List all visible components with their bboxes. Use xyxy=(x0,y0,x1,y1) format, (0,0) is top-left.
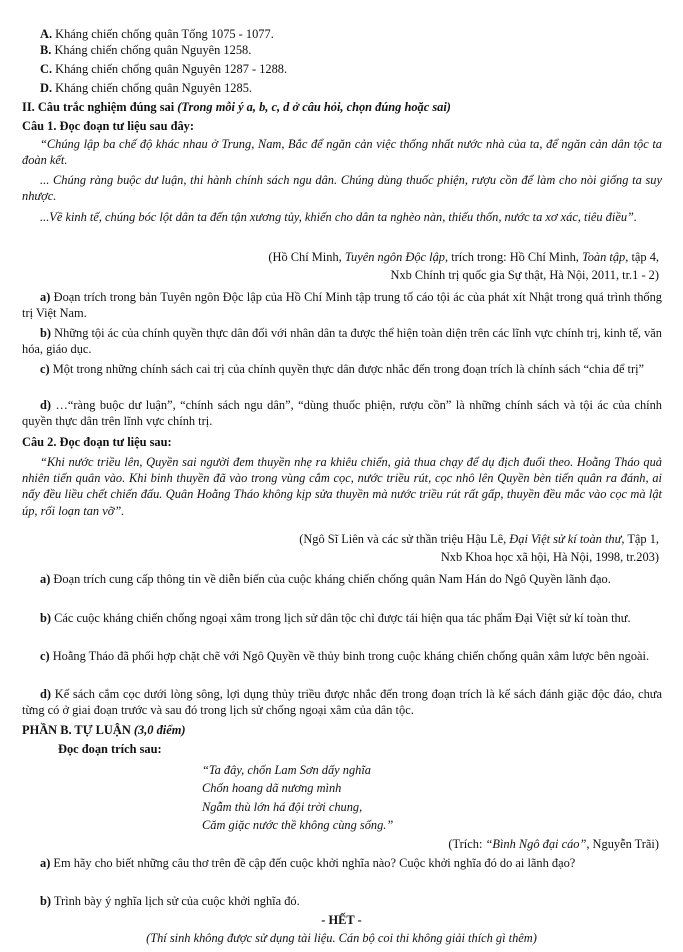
q2-item-b: b) Các cuộc kháng chiến chống ngoại xâm trong lịch sử dân tộc chỉ được tái hiện qua tác phẩm Đại Việt sử kí toàn thư. xyxy=(40,611,631,625)
question-1-title: Câu 1. Đọc đoạn tư liệu sau đây: xyxy=(22,119,194,133)
q1-quote-paragraph-3: ...Về kinh tế, chúng bóc lột dân ta đến tận xương tủy, khiến cho dân ta nghèo nàn, thiếu thốn, nước ta xơ xác, tiêu điều”. xyxy=(40,210,638,224)
footer-note: (Thí sinh không được sử dụng tài liệu. Cán bộ coi thi không giải thích gì thêm) xyxy=(146,931,537,945)
q1-source-line-2: Nxb Chính trị quốc gia Sự thật, Hà Nội, 2011, tr.1 - 2) xyxy=(390,268,659,282)
part-b-item-b: b) Trình bày ý nghĩa lịch sử của cuộc khởi nghĩa đó. xyxy=(40,894,300,908)
end-marker: - HẾT - xyxy=(321,913,362,927)
q2-item-d: d) Kế sách cắm cọc dưới lòng sông, lợi dụng thủy triều được nhắc đến trong đoạn trích là kế sách đánh giặc độc đáo, chưa từng có ở giai đoạn trước và sau đó trong lịch sử chống ngoại xâm của dân tộc. xyxy=(22,687,662,718)
part-b-intro: Đọc đoạn trích sau: xyxy=(58,742,162,756)
poem-source: (Trích: “Bình Ngô đại cáo”, Nguyễn Trãi) xyxy=(448,837,659,851)
q1-quote-paragraph-1: “Chúng lập ba chế độ khác nhau ở Trung, Nam, Bắc để ngăn cản việc thống nhất nước nhà của ta, để ngăn cản dân tộc ta đoàn kết. xyxy=(22,137,662,168)
option-a: A. Kháng chiến chống quân Tống 1075 - 1077. xyxy=(40,27,274,41)
q2-source-line-1: (Ngô Sĩ Liên và các sử thần triệu Hậu Lê, Đại Việt sử kí toàn thư, Tập 1, xyxy=(299,532,659,546)
section-2-heading: II. Câu trắc nghiệm đúng sai (Trong mỗi ý a, b, c, d ở câu hỏi, chọn đúng hoặc sai) xyxy=(22,100,451,114)
q2-source-line-2: Nxb Khoa học xã hội, Hà Nội, 1998, tr.203) xyxy=(440,550,659,564)
q2-quote: “Khi nước triều lên, Quyền sai người đem thuyền nhẹ ra khiêu chiến, giả thua chạy để dụ địch đuổi theo. Hoằng Tháo quả nhiên tiến quân vào. Khi binh thuyền đã vào trong vùng cắm cọc, nước triều rút, cọc nhô lên Quyền bèn tiến quân ra đánh, ai nấy đều liều chết chiến đấu. Quân Hoằng Tháo không kịp sửa thuyền mà nước triều rút rất gấp, thuyền đều mắc vào cọc mà lật úp, rối loạn tan vỡ”. xyxy=(22,455,662,518)
option-c: C. Kháng chiến chống quân Nguyên 1287 - 1288. xyxy=(40,62,288,76)
q1-item-d: d) …“ràng buộc dư luận”, “chính sách ngu dân”, “dùng thuốc phiện, rượu cồn” là những chính sách và tội ác của chính quyền thực dân trên lĩnh vực chính trị. xyxy=(22,398,662,429)
q2-item-c: c) Hoằng Tháo đã phối hợp chặt chẽ với Ngô Quyền về thủy binh trong cuộc kháng chiến chống quân xâm lược bên ngoài. xyxy=(40,649,650,663)
poem-line-1: “Ta đây, chốn Lam Sơn dấy nghĩa xyxy=(202,763,371,777)
poem-line-2: Chốn hoang dã nương mình xyxy=(202,781,342,795)
q1-quote-paragraph-2: ... Chúng ràng buộc dư luận, thi hành chính sách ngu dân. Chúng dùng thuốc phiện, rượu cồn để làm cho nòi giống ta suy nhược. xyxy=(22,173,662,204)
question-2-title: Câu 2. Đọc đoạn tư liệu sau: xyxy=(22,435,172,449)
q2-item-a: a) Đoạn trích cung cấp thông tin về diễn biến của cuộc kháng chiến chống quân Nam Hán do Ngô Quyền lãnh đạo. xyxy=(40,572,611,586)
poem-line-3: Ngẫm thù lớn há đội trời chung, xyxy=(202,800,363,814)
q1-item-c: c) Một trong những chính sách cai trị của chính quyền thực dân được nhắc đến trong đoạn trích là chính sách “chia để trị” xyxy=(40,362,645,376)
poem-line-4: Căm giặc nước thề không cùng sống.” xyxy=(202,818,394,832)
q1-source-line-1: (Hồ Chí Minh, Tuyên ngôn Độc lập, trích trong: Hồ Chí Minh, Toàn tập, tập 4, xyxy=(268,250,659,264)
q1-item-a: a) Đoạn trích trong bản Tuyên ngôn Độc lập của Hồ Chí Minh tập trung tố cáo tội ác của phát xít Nhật trong quá trình thống trị Việt Nam. xyxy=(22,290,662,321)
option-b: B. Kháng chiến chống quân Nguyên 1258. xyxy=(40,43,252,57)
part-b-heading: PHẦN B. TỰ LUẬN (3,0 điểm) xyxy=(22,723,186,737)
option-d: D. Kháng chiến chống quân Nguyên 1285. xyxy=(40,81,252,95)
q1-item-b: b) Những tội ác của chính quyền thực dân đối với nhân dân ta được thể hiện toàn diện trên các lĩnh vực chính trị, kinh tế, văn hóa, giáo dục. xyxy=(22,326,662,357)
part-b-item-a: a) Em hãy cho biết những câu thơ trên đề cập đến cuộc khởi nghĩa nào? Cuộc khởi nghĩa đó do ai lãnh đạo? xyxy=(40,856,576,870)
